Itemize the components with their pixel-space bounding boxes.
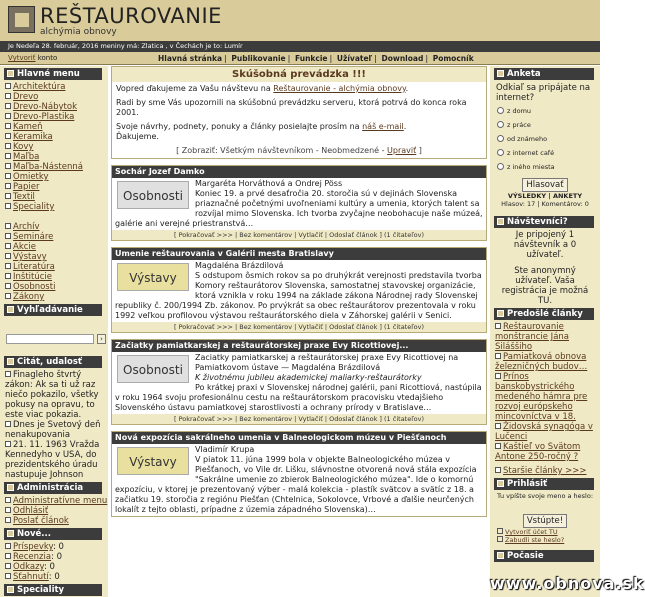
date-info-bar: Je Nedeľa 28. február, 2016 meniny má: Zlatica , v Čechách je to: Lumír [0,41,600,52]
article [111,247,487,333]
checkbox-icon [495,467,501,473]
new-item[interactable]: Recenzia: 0 [5,552,108,562]
article-author: Vladimír Krupa [195,445,255,454]
checkbox-icon [5,441,11,447]
section-menu-item[interactable]: Akcie [5,242,108,252]
article-author: Zaciatky pamiatkarskej a reštaurátorskej praxe Evy Ricottiovej na Pamiatkovom ústave — Magdaléna Brázdilová [195,353,459,372]
checkbox-icon [5,113,11,119]
welcome-title: Skúšobná prevádzka !!! [112,67,486,82]
email-link[interactable]: náš e-mail [362,122,404,131]
main-content [110,66,488,597]
checkbox-icon [5,543,11,549]
checkbox-icon [497,528,503,534]
menu-publish[interactable]: Publikovanie [231,54,286,63]
article-text: V piatok 11. júna 1999 bola v objekte Balneologického múzea v Piešťanoch, vo Vile dr. Lišku, slávnostne otvorená nová stála expozícia "Sakrálne umenie zo zbierok Balneologického múzea". Ide o komornú expozíciu, v ktorej je prezentovaný výber - malá kolekcia - plastík svätcov a svätíc z 18. a začiatku 19. storočia z regiónu Piešťan (Chtelnica, Sokolovce, Vrbové a ďalšie neurčených lokalít z tejto oblasti, prípadne z územia západného Slovenska)… [115,455,477,514]
article [111,339,487,425]
site-subtitle: alchýmia obnovy [40,27,117,37]
main-menu-item[interactable]: Drevo [5,92,108,102]
square-icon [7,530,14,537]
checkbox-icon [5,253,11,259]
checkbox-icon [5,421,11,427]
checkbox-icon [5,93,11,99]
site-logo[interactable] [8,6,35,33]
new-header: Nové... [4,528,102,540]
article-text: Koniec 19. a prvé desaťročia 20. storočia sú v dejinách Slovenska priaznačné početnými uvoľneniami kultúry a umenia, ktorých talent sa rozvíjal mimo Slovenska. Ich tvorba zvyčajne neobohacuje naše múzeá, galérie ani verejné priestranstvá… [115,189,483,228]
checkbox-icon [5,573,11,579]
create-account-link-top[interactable]: Vytvoriť konto [8,54,58,62]
section-menu-item[interactable]: Osobnosti [5,282,108,292]
article-author: Margaréta Horváthová a Ondrej Pöss [195,179,343,188]
article [111,165,487,241]
welcome-contact: Svoje návrhy, podnety, ponuky a články posielajte prosím na náš e-mail. Ďakujeme. [116,122,407,141]
login-button[interactable]: Vstúpte! [523,514,567,528]
checkbox-icon [5,153,11,159]
new-item[interactable]: Príspevky: 0 [5,542,108,552]
main-menu-item[interactable]: Textil [5,192,108,202]
checkbox-icon [5,193,11,199]
article-subtitle: K životnému jubileu akademickej maliarky-reštaurátorky [195,373,422,382]
square-icon [7,484,14,491]
previous-article-link[interactable]: Kaštieľ vo Svätom Antone 250-ročný ? [495,442,581,462]
main-menu-item[interactable]: Drevo-Plastika [5,112,108,122]
checkbox-icon [5,233,11,239]
checkbox-icon [5,283,11,289]
welcome-box [111,66,487,159]
article-links[interactable]: [ Pokračovať >>> | Bez komentárov | Vytlačiť | Odoslať článok ] (1 čitateľov) [112,230,486,240]
menu-download[interactable]: Download [381,54,424,63]
checkbox-icon [495,373,501,379]
login-header: Prihlásiť [494,478,594,490]
edit-link[interactable]: Upraviť [387,146,417,155]
menu-user[interactable]: Užívateľ [336,54,373,63]
section-menu-item[interactable]: Archív [5,222,108,232]
radio-icon[interactable] [497,149,504,156]
checkbox-icon [5,83,11,89]
article-title[interactable]: Začiatky pamiatkarskej a reštaurátorskej praxe Evy Ricottiovej... [112,340,486,352]
previous-article-link[interactable]: Židovská synagóga v Lučenci [495,422,593,442]
poll-option[interactable]: z internet café [490,146,600,160]
checkbox-icon [5,293,11,299]
new-item[interactable]: Sťahnutí: 0 [5,572,108,582]
main-menu-item[interactable]: Maľba [5,152,108,162]
radio-icon[interactable] [497,135,504,142]
checkbox-icon [5,223,11,229]
vote-button[interactable]: Hlasovať [522,178,567,192]
main-menu-item[interactable]: Drevo-Nábytok [5,102,108,112]
section-menu-item[interactable]: Semináre [5,232,108,242]
article-title[interactable]: Sochár Jozef Damko [112,166,486,178]
square-icon [497,310,504,317]
quote-item: Dnes je Svetový deň nenakupovania [5,420,101,440]
search-header: Vyhľadávanie [4,304,102,316]
previous-article-link[interactable]: Reštaurovanie monštrancie Jána Siláššiho [495,322,569,352]
radio-icon[interactable] [497,107,504,114]
weather-header: Počasie [494,550,594,562]
radio-icon[interactable] [497,163,504,170]
new-item[interactable]: Odkazy: 0 [5,562,108,572]
top-menu: Hlavná stránka | Publikovanie | Funkcie | Užívateľ | Download | Pomocník [158,54,474,63]
checkbox-icon [5,497,11,503]
category-badge[interactable]: Osobnosti [117,181,189,209]
square-icon [497,552,504,559]
main-menu-item[interactable]: Speciality [5,202,108,212]
main-menu-list [0,82,108,302]
logout-link[interactable]: Odhlásiť [5,506,108,516]
main-menu-item[interactable]: Kameň [5,122,108,132]
login-hint: Tu vpíšte svoje meno a heslo: [496,492,594,500]
checkbox-icon [5,133,11,139]
welcome-notice: Radi by sme Vás upozornili na skúšobnú prevádzku serveru, ktorá potrvá do konca roka 2001. [116,98,467,117]
checkbox-icon [5,507,11,513]
poll-option[interactable]: z práce [490,118,600,132]
new-list [0,542,108,582]
poll-question: Odkiaľ sa pripájate na internet? [496,83,591,103]
previous-articles-list [490,322,600,476]
site-title: REŠTAUROVANIE [40,4,222,28]
site-link[interactable]: Reštaurovanie - alchýmia obnovy [273,84,406,93]
article-links[interactable]: [ Pokračovať >>> | Bez komentárov | Vytlačiť | Odoslať článok ] (1 čitateľov) [112,322,486,332]
checkbox-icon [5,103,11,109]
checkbox-icon [5,273,11,279]
checkbox-icon [5,563,11,569]
square-icon [7,306,14,313]
admin-header: Administrácia [4,482,102,494]
previous-article-link[interactable]: Prínos banskobystrického medeného hámra pre rozvoj európskeho mincovníctva v 18. [495,372,588,422]
category-badge[interactable]: Výstavy [117,263,189,291]
site-header [0,0,600,41]
nav-bar [0,52,600,65]
checkbox-icon [5,123,11,129]
category-badge[interactable]: Výstavy [117,447,189,475]
search-box [0,318,108,354]
article-title[interactable]: Umenie reštaurovania v Galérii mesta Bratislavy [112,248,486,260]
poll-stats: Hlasov: 17 | Komentárov: 0 [501,200,589,208]
square-icon [497,70,504,77]
checkbox-icon [5,183,11,189]
checkbox-icon [497,536,503,542]
main-menu-item[interactable]: Keramika [5,132,108,142]
poll-links[interactable]: VÝSLEDKY | ANKETY [507,192,583,200]
checkbox-icon [5,143,11,149]
quote-item: Finagleho štvrtý zákon: Ak sa ti už raz niečo pokazilo, všetky pokusy na opravu, to este viac pokazia. [5,370,99,420]
older-articles-link[interactable]: Staršie články >>> [495,466,600,476]
square-icon [7,586,14,593]
square-icon [7,358,14,365]
speciality-header: Speciality [4,584,102,596]
checkbox-icon [495,423,501,429]
forgot-password-link[interactable]: Zabudli ste heslo? [490,536,600,544]
create-account-link[interactable]: Vytvoriť účet TU [490,528,600,536]
welcome-text: Vopred ďakujeme za Vašu návštevu na Reštaurovanie - alchýmia obnovy. [116,84,409,93]
square-icon [497,480,504,487]
main-menu-item[interactable]: Maľba-Nástenná [5,162,108,172]
search-input[interactable] [6,334,94,344]
anon-user-text[interactable]: Ste anonymný užívateľ. Vaša registrácia je možná TU. [501,266,589,306]
category-badge[interactable]: Osobnosti [117,355,189,383]
main-menu-item[interactable]: Omietky [5,172,108,182]
main-menu-item[interactable]: Kovy [5,142,108,152]
quote-list [0,370,108,480]
main-menu-header: Hlavné menu [4,68,102,80]
checkbox-icon [5,163,11,169]
article [111,431,487,517]
checkbox-icon [495,353,501,359]
poll-option[interactable]: od známeho [490,132,600,146]
welcome-visibility: [ Zobraziť: Všetkým návštevníkom - Neobmedzené - Upraviť ] [176,146,422,155]
submit-article-link[interactable]: Poslať článok [5,516,108,526]
checkbox-icon [5,517,11,523]
previous-articles-header: Predošlé články [494,308,594,320]
menu-help[interactable]: Pomocník [432,54,474,63]
square-icon [7,70,14,77]
main-menu-item[interactable]: Papier [5,182,108,192]
admin-menu-link[interactable]: Administratívne menu [5,496,108,506]
search-go-icon[interactable]: › [97,334,106,344]
menu-home[interactable]: Hlavná stránka [158,54,223,63]
article-links[interactable]: [ Pokračovať >>> | Bez komentárov | Vytlačiť | Odoslať článok ] (1 čitateľov) [112,414,486,424]
watermark: www.obnova.sk [490,574,645,593]
section-menu-item[interactable]: Zákony [5,292,108,302]
article-text: S odstupom ôsmich rokov sa po druhýkrát verejnosti predstavila tvorba Komory reštaurátorov Slovenska, samostatnej stavovskej organizácie, ktorá vznikla v roku 1994 na základe zákona Národnej rady Slovenskej republiky č. 200/1994 Zb. zákonov. Po prvýkrát sa obec reštaurátorov prezentovala v roku 1992 veľkou profilovou výstavou reštaurátorského diela v Záhorskej galérii v Senici. [115,271,482,320]
radio-icon[interactable] [497,121,504,128]
article-author: Magdaléna Brázdilová [195,261,284,270]
square-icon [497,218,504,225]
poll-option[interactable]: z iného miesta [490,160,600,174]
visitors-header: Návštevníci? [494,216,594,228]
checkbox-icon [5,203,11,209]
quote-header: Citát, udalosť [4,356,102,368]
checkbox-icon [5,553,11,559]
previous-article-link[interactable]: Pamiatková obnova železničných budov… [495,352,588,372]
main-menu-item[interactable]: Architektúra [5,82,108,92]
menu-functions[interactable]: Funkcie [295,54,328,63]
admin-list [0,496,108,526]
checkbox-icon [495,443,501,449]
article-title[interactable]: Nová expozícia sakrálneho umenia v Balneologickom múzeu v Piešťanoch [112,432,486,444]
poll-option[interactable]: z domu [490,104,600,118]
visitors-count: Je pripojený 1 návštevník a 0 užívateľ. [513,230,577,260]
quote-item: 21. 11. 1963 Vražda Kennedyho v USA, do prezidentského úradu nastupuje Johnson [5,440,100,480]
checkbox-icon [5,263,11,269]
checkbox-icon [5,173,11,179]
checkbox-icon [495,323,501,329]
right-sidebar [490,66,645,597]
article-text: Po krátkej praxi v Slovenskej národnej galérii, pani Ricottiová, nastúpila v roku 1964 svoju profesionálnu cestu na reštaurátorskom pracovisku vtedajšieho Slovenského ústavu pamiatkovej starostlivosti a ochrany prírody v Bratislave… [115,383,482,412]
section-menu-item[interactable]: Inštitúcie [5,272,108,282]
left-sidebar [0,66,108,597]
poll-header: Anketa [494,68,594,80]
section-menu-item[interactable]: Výstavy [5,252,108,262]
section-menu-item[interactable]: Literatúra [5,262,108,272]
checkbox-icon [5,371,11,377]
checkbox-icon [5,243,11,249]
